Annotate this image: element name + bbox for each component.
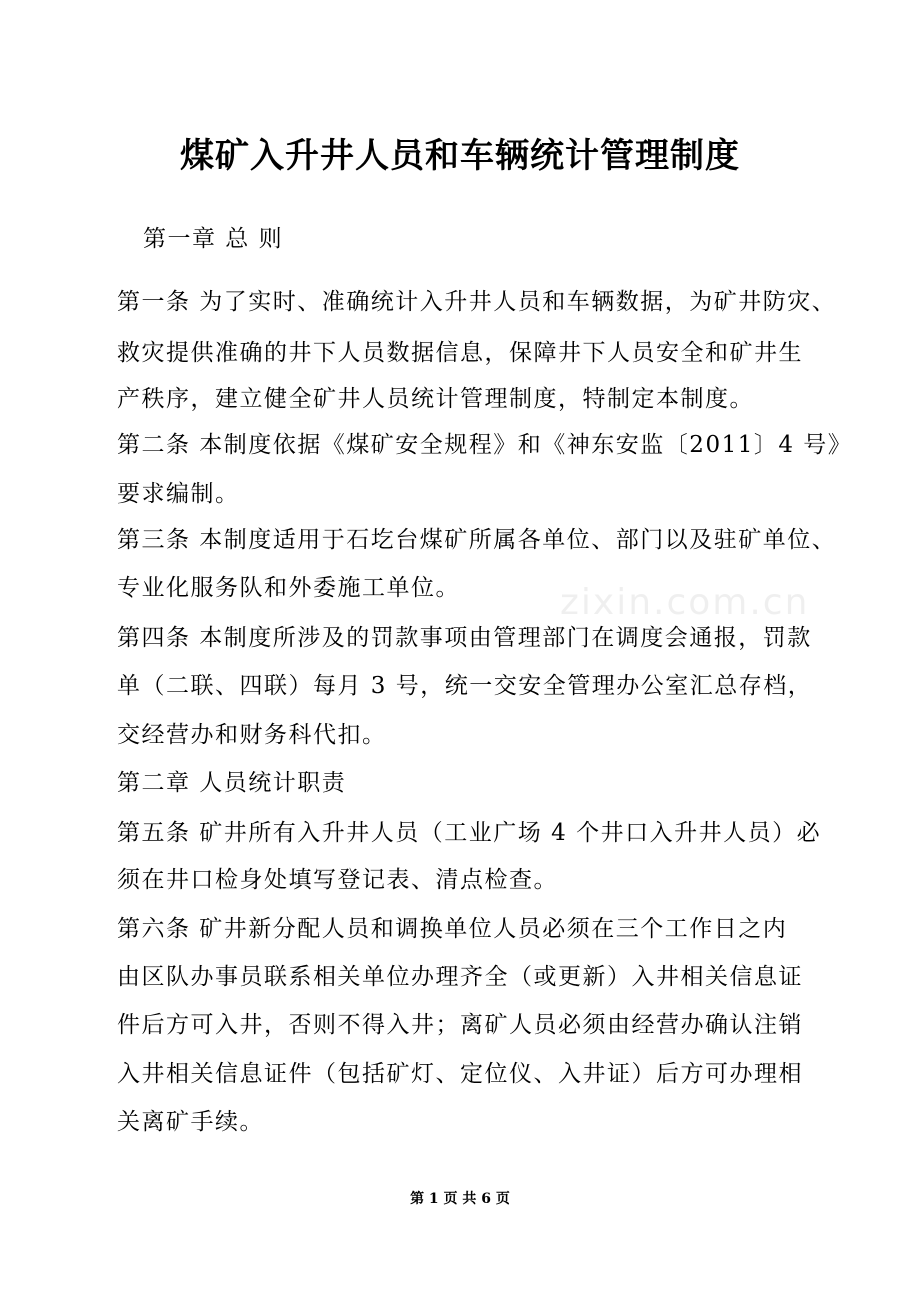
paragraph-line: 入井相关信息证件（包括矿灯、定位仪、入井证）后方可办理相 — [117, 1061, 803, 1087]
paragraph-line: 产秩序，建立健全矿井人员统计管理制度，特制定本制度。 — [117, 386, 754, 412]
paragraph-line: 关离矿手续。 — [117, 1109, 264, 1135]
paragraph-line: 单（二联、四联）每月 3 号，统一交安全管理办公室汇总存档， — [117, 673, 813, 699]
paragraph-line: 要求编制。 — [117, 481, 240, 507]
paragraph-line: 专业化服务队和外委施工单位。 — [117, 575, 460, 601]
paragraph-line: 第四条 本制度所涉及的罚款事项由管理部门在调度会通报，罚款 — [117, 625, 812, 651]
document-title: 煤矿入升井人员和车辆统计管理制度 — [180, 136, 740, 176]
paragraph-line: 第三条 本制度适用于石圪台煤矿所属各单位、部门以及驻矿单位、 — [117, 527, 837, 553]
paragraph-line: 救灾提供准确的井下人员数据信息，保障井下人员安全和矿井生 — [117, 340, 803, 366]
paragraph-line: 须在井口检身处填写登记表、清点检查。 — [117, 867, 558, 893]
paragraph-line: 第六条 矿井新分配人员和调换单位人员必须在三个工作日之内 — [117, 916, 788, 942]
chapter-heading: 第一章 总 则 — [143, 226, 284, 252]
paragraph-line: 由区队办事员联系相关单位办理齐全（或更新）入井相关信息证 — [117, 964, 803, 990]
paragraph-line: 第五条 矿井所有入升井人员（工业广场 4 个井口入升井人员）必 — [117, 820, 822, 846]
paragraph-line: 第二条 本制度依据《煤矿安全规程》和《神东安监〔2011〕4 号》 — [117, 432, 853, 458]
watermark: zixin.com.cn — [560, 582, 810, 623]
page-footer: 第 1 页 共 6 页 — [410, 1191, 510, 1207]
paragraph-line: 件后方可入井，否则不得入井；离矿人员必须由经营办确认注销 — [117, 1012, 803, 1038]
chapter-heading: 第二章 人员统计职责 — [117, 770, 347, 796]
paragraph-line: 第一条 为了实时、准确统计入升井人员和车辆数据，为矿井防灾、 — [117, 289, 837, 315]
paragraph-line: 交经营办和财务科代扣。 — [117, 722, 387, 748]
